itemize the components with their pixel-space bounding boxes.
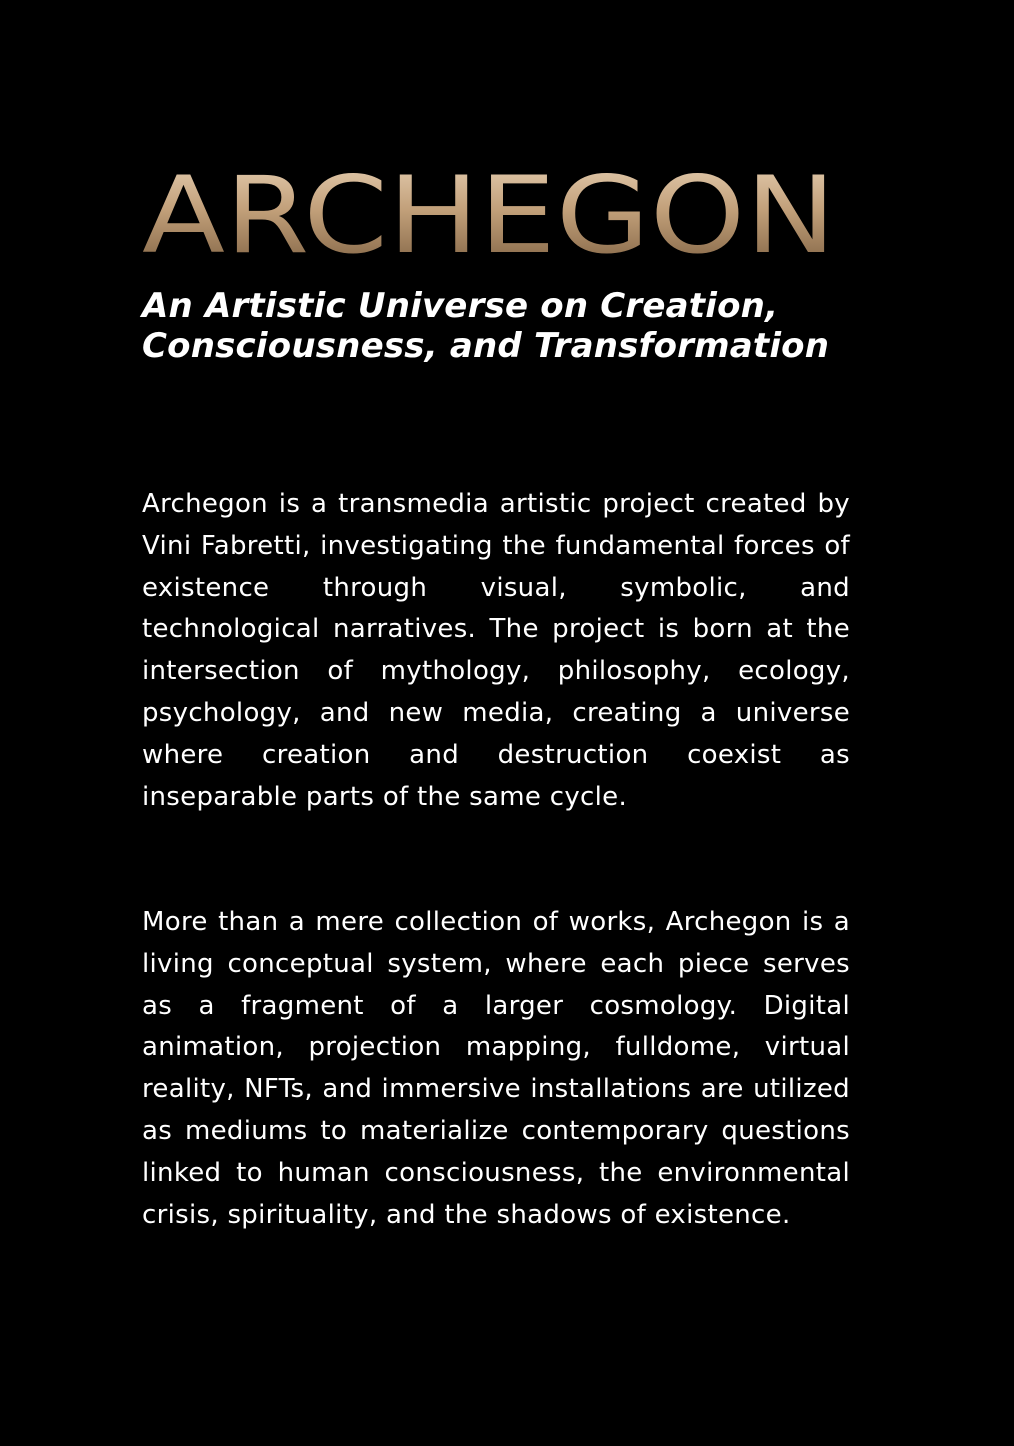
subtitle-line-1: An Artistic Universe on Creation, <box>142 286 779 326</box>
page-subtitle <box>142 286 862 366</box>
body-paragraph-2: More than a mere collection of works, Archegon is a living conceptual system, where each piece serves as a fragment of a larger cosmology. Digital animation, projection mapping, fulldome, virtual reality, NFTs, and immersive installations are utilized as mediums to materialize contemporary questions linked to human consciousness, the environmental crisis, spirituality, and the shadows of existence. <box>142 907 850 1230</box>
archegon-logo <box>142 166 836 256</box>
logo-wordmark: ARCHEGON <box>142 166 836 256</box>
body-paragraph-1: Archegon is a transmedia artistic project created by Vini Fabretti, investigating the fundamental forces of existence through visual, symbolic, and technological narratives. The project is born at the intersection of mythology, philosophy, ecology, psychology, and new media, creating a universe where creation and destruction coexist as inseparable parts of the same cycle. <box>142 489 850 812</box>
subtitle-line-2: Consciousness, and Transformation <box>142 326 830 366</box>
